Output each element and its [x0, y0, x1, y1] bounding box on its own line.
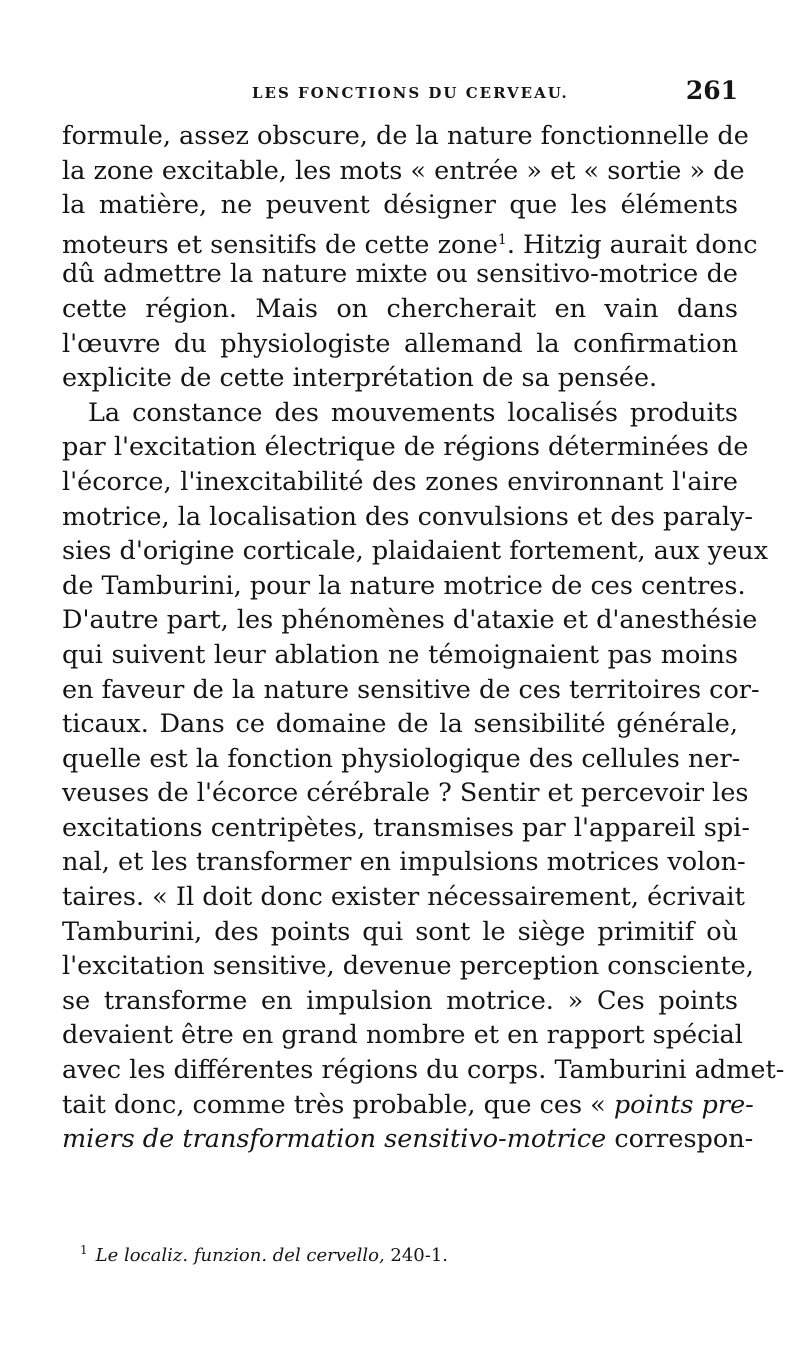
text-line: l'écorce, l'inexcitabilité des zones environnant l'aire: [62, 466, 738, 497]
running-title: LES FONCTIONS DU CERVEAU.: [252, 84, 569, 102]
text-line: de Tamburini, pour la nature motrice de ces centres.: [62, 570, 746, 601]
text-line: La constance des mouvements localisés produits: [88, 397, 738, 428]
text-line: la matière, ne peuvent désigner que les éléments: [62, 190, 738, 221]
text-line: explicite de cette interprétation de sa pensée.: [62, 363, 658, 394]
footnote-marker: 1: [497, 231, 507, 248]
italic-segment: points pre-: [613, 1089, 754, 1120]
page-number: 261: [685, 76, 738, 105]
footnote-number: 1: [80, 1243, 88, 1257]
text-line: se transforme en impulsion motrice. » Ces points: [62, 985, 738, 1016]
text-line: ticaux. Dans ce domaine de la sensibilité générale,: [62, 709, 738, 740]
text-segment: correspon-: [614, 1124, 754, 1155]
text-segment: tait donc, comme très probable, que ces «: [62, 1089, 606, 1120]
text-line-with-italic: [62, 1088, 754, 1123]
footnote: [80, 1243, 720, 1266]
text-line: sies d'origine corticale, plaidaient fortement, aux yeux: [62, 536, 769, 567]
text-line: Tamburini, des points qui sont le siège primitif où: [62, 916, 738, 947]
text-line: formule, assez obscure, de la nature fonctionnelle de: [62, 121, 749, 151]
page-header: [62, 76, 738, 112]
text-line: taires. « Il doit donc exister nécessairement, écrivait: [62, 882, 745, 913]
footnote-citation: Le localiz. funzion. del cervello,: [95, 1245, 385, 1266]
text-line-with-italic: [62, 1122, 754, 1157]
text-line-with-footnote: [62, 223, 758, 260]
italic-segment: miers de transformation sensitivo-motrice: [62, 1124, 607, 1155]
text-line: l'excitation sensitive, devenue perception consciente,: [62, 951, 754, 982]
text-line: dû admettre la nature mixte ou sensitivo-motrice de: [62, 259, 738, 290]
text-segment: . Hitzig aurait donc: [506, 229, 758, 260]
text-line: nal, et les transformer en impulsions motrices volon-: [62, 847, 746, 878]
text-segment: moteurs et sensitifs de cette zone: [62, 229, 498, 260]
body-text: [62, 119, 785, 1157]
text-line: cette région. Mais on chercherait en vain dans: [62, 293, 738, 324]
text-line: D'autre part, les phénomènes d'ataxie et d'anesthésie: [62, 605, 758, 636]
text-line: en faveur de la nature sensitive de ces territoires cor-: [62, 674, 760, 705]
text-line: avec les différentes régions du corps. Tamburini admet-: [62, 1055, 785, 1086]
text-line: la zone excitable, les mots « entrée » et « sortie » de: [62, 155, 745, 186]
text-line: par l'excitation électrique de régions déterminées de: [62, 432, 749, 463]
text-line: veuses de l'écorce cérébrale ? Sentir et percevoir les: [62, 778, 749, 809]
text-line: l'œuvre du physiologiste allemand la confirmation: [62, 328, 738, 359]
text-line: excitations centripètes, transmises par l'appareil spi-: [62, 812, 750, 843]
footnote-pages: 240-1.: [390, 1245, 449, 1266]
text-line: qui suivent leur ablation ne témoignaient pas moins: [62, 639, 738, 670]
text-line: devaient être en grand nombre et en rapport spécial: [62, 1020, 743, 1051]
text-line: motrice, la localisation des convulsions et des paraly-: [62, 501, 754, 532]
text-line: quelle est la fonction physiologique des cellules ner-: [62, 743, 741, 774]
